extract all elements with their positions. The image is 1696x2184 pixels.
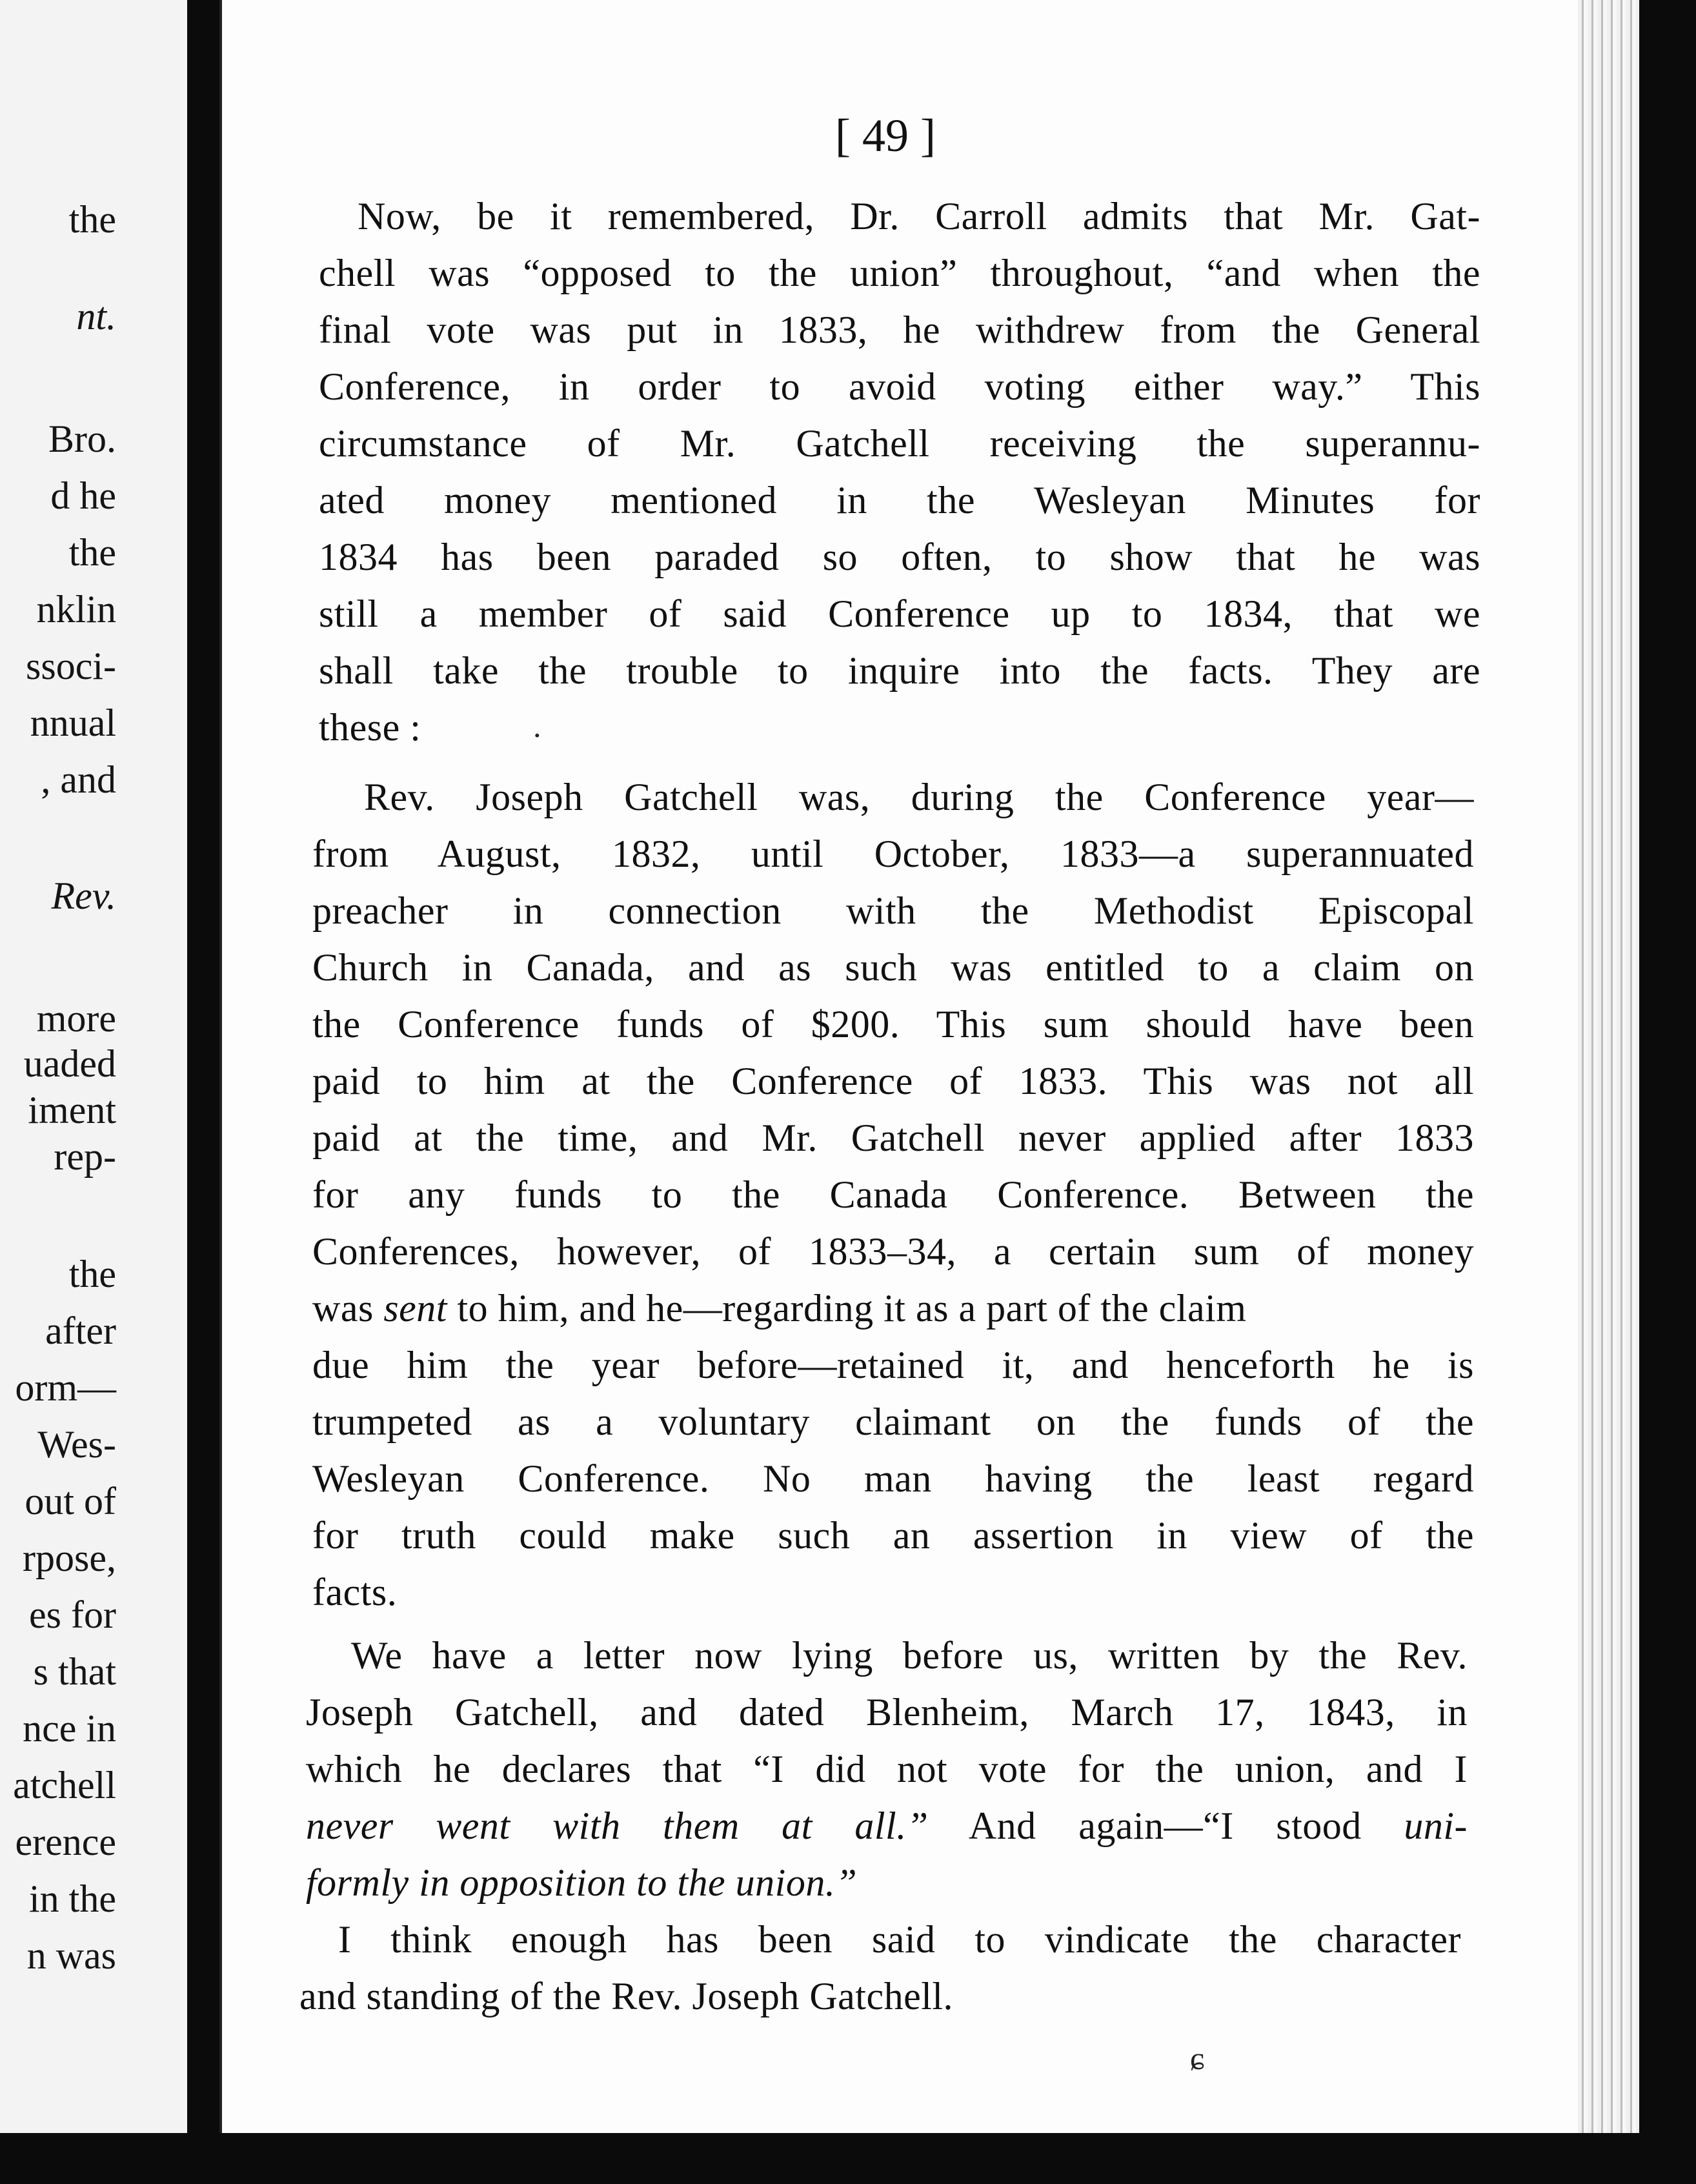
text-line: Rev. Joseph Gatchell was, during the Conference year—	[364, 776, 1474, 818]
left-line: es for	[29, 1593, 116, 1636]
page-edges	[1578, 0, 1641, 2149]
text-line: I think enough has been said to vindicate the character	[338, 1918, 1461, 1961]
text-line: and standing of the Rev. Joseph Gatchell.	[299, 1975, 954, 2017]
text-line: these :	[319, 706, 421, 749]
scan-border-right	[1639, 0, 1696, 2184]
left-line: s that	[33, 1650, 116, 1693]
text-line: final vote was put in 1833, he withdrew from the General	[319, 308, 1480, 351]
left-line: the	[68, 1253, 116, 1295]
left-line: atchell	[13, 1764, 116, 1806]
left-line: nce in	[23, 1707, 116, 1750]
text-line: Now, be it remembered, Dr. Carroll admits that Mr. Gat-	[358, 195, 1480, 238]
text-line: Wesleyan Conference. No man having the least regard	[312, 1457, 1474, 1500]
text-line: formly in opposition to the union.”	[306, 1861, 858, 1904]
left-line: Wes-	[37, 1423, 116, 1466]
left-line: uaded	[23, 1042, 116, 1085]
left-line: after	[45, 1309, 116, 1352]
text-line: paid at the time, and Mr. Gatchell never applied after 1833	[312, 1117, 1474, 1159]
left-line: more	[36, 997, 116, 1040]
text-line: paid to him at the Conference of 1833. This was not all	[312, 1060, 1474, 1102]
print-speck: ɕ	[1190, 2040, 1205, 2076]
text-line: Church in Canada, and as such was entitled to a claim on	[312, 946, 1474, 989]
text-line-mixed	[312, 1286, 1474, 1331]
italic-run: sent	[383, 1287, 447, 1330]
text-line: which he declares that “I did not vote for the union, and I	[306, 1748, 1468, 1790]
text-line: circumstance of Mr. Gatchell receiving the superannu-	[319, 422, 1480, 465]
page-number: [ 49 ]	[835, 110, 936, 161]
text-run: to him, and he—regarding it as a part of the claim	[457, 1287, 1247, 1330]
text-line: Conference, in order to avoid voting either way.” This	[319, 365, 1480, 408]
left-page-fragment	[0, 0, 187, 2184]
left-line: d he	[50, 474, 116, 517]
left-line: erence	[15, 1821, 116, 1863]
left-line: out of	[25, 1480, 116, 1522]
left-line: rpose,	[23, 1537, 116, 1579]
text-line: Conferences, however, of 1833–34, a certain sum of money	[312, 1230, 1474, 1273]
book-gutter	[187, 0, 219, 2184]
left-line: rep-	[54, 1135, 116, 1178]
left-line: orm—	[15, 1366, 116, 1409]
text-line: Joseph Gatchell, and dated Blenheim, March 17, 1843, in	[306, 1691, 1468, 1734]
italic-run: never went with them at all.”	[306, 1805, 929, 1847]
right-page	[219, 0, 1580, 2184]
text-line: for truth could make such an assertion in view of the	[312, 1514, 1474, 1557]
left-line: the	[68, 531, 116, 574]
text-line: still a member of said Conference up to 1834, that we	[319, 592, 1480, 635]
text-line: trumpeted as a voluntary claimant on the funds of the	[312, 1400, 1474, 1443]
left-line: Rev.	[51, 875, 116, 917]
text-line: We have a letter now lying before us, written by the Rev.	[351, 1634, 1468, 1677]
left-line: nt.	[76, 295, 116, 338]
left-line: , and	[41, 758, 116, 801]
text-run: was	[312, 1287, 374, 1330]
text-run: And again—“I stood	[968, 1805, 1362, 1847]
text-line: preacher in connection with the Methodist Episcopal	[312, 889, 1474, 932]
left-line: nnual	[30, 702, 116, 744]
left-line: n was	[26, 1934, 116, 1977]
print-speck: ·	[532, 717, 543, 753]
scan-border-bottom	[0, 2133, 1696, 2184]
text-line: from August, 1832, until October, 1833—a superannuated	[312, 833, 1474, 875]
text-line: 1834 has been paraded so often, to show that he was	[319, 536, 1480, 578]
text-line-mixed	[306, 1803, 1468, 1848]
text-line: shall take the trouble to inquire into the facts. They are	[319, 649, 1480, 692]
left-line: iment	[28, 1089, 116, 1131]
text-line: the Conference funds of $200. This sum should have been	[312, 1003, 1474, 1046]
italic-run: uni-	[1404, 1805, 1468, 1847]
left-line: nklin	[36, 588, 116, 631]
left-line: the	[68, 198, 116, 241]
text-line: ated money mentioned in the Wesleyan Minutes for	[319, 479, 1480, 521]
left-line: in the	[29, 1877, 116, 1920]
text-line: due him the year before—retained it, and henceforth he is	[312, 1344, 1474, 1386]
text-line: chell was “opposed to the union” throughout, “and when the	[319, 252, 1480, 294]
text-line: for any funds to the Canada Conference. Between the	[312, 1173, 1474, 1216]
left-line: ssoci-	[26, 645, 116, 687]
left-line: Bro.	[48, 418, 116, 460]
text-line: facts.	[312, 1571, 398, 1613]
